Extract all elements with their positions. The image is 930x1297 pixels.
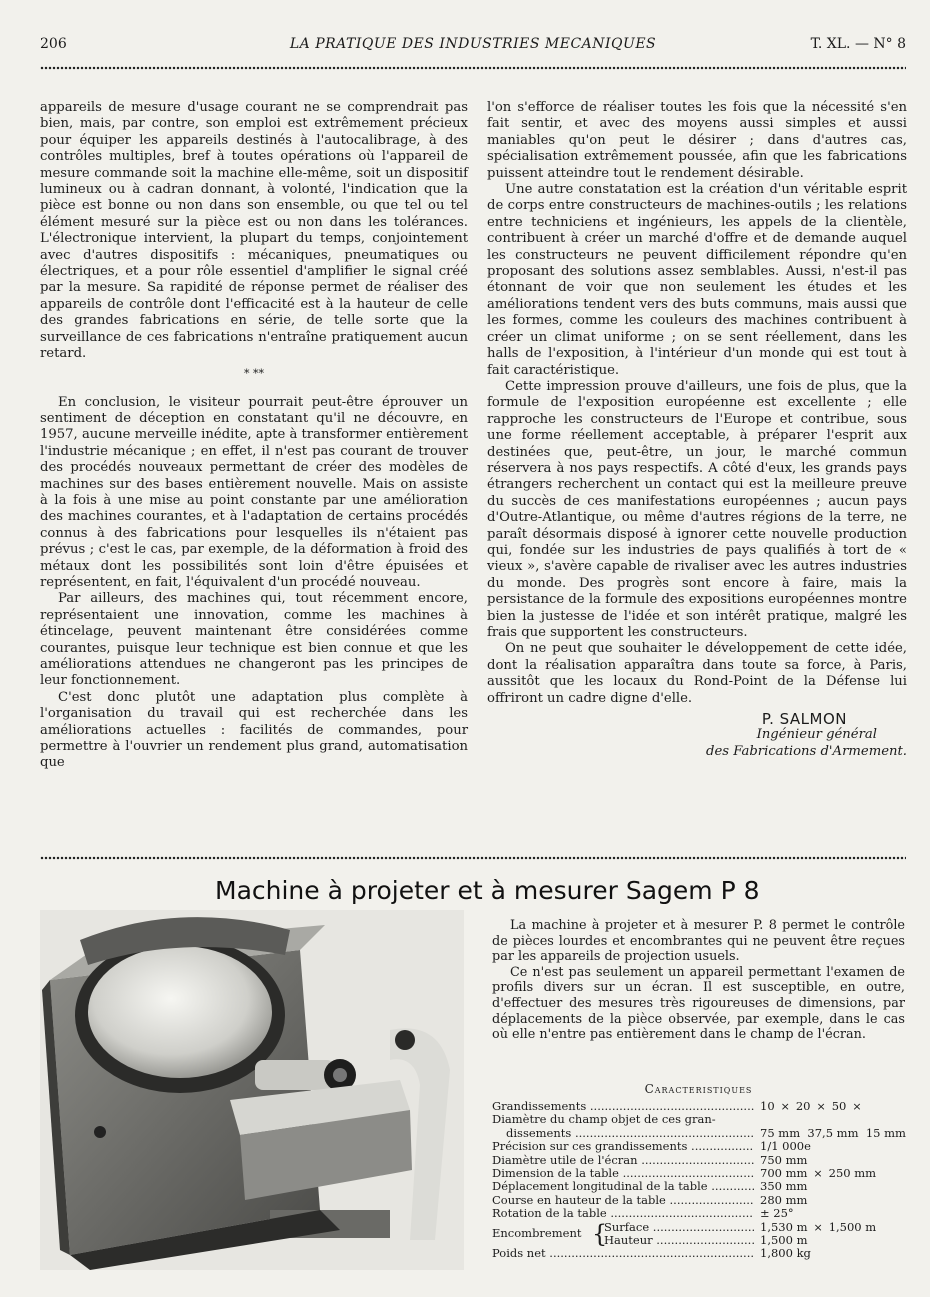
spec-value: 700 mm <box>760 1165 808 1180</box>
spec-value: 1,530 m <box>760 1219 808 1234</box>
article-title: Machine à projeter et à mesurer Sagem P 8 <box>215 876 760 905</box>
paragraph: Par ailleurs, des machines qui, tout récemment encore, représentaient une innovation, comme les machines à étincelage, peuvent maintenant être considérées comme courantes, puisque leur technique est bien connue et que les améliorations attendues ne changeront pas les principes de leur fonctionnement. <box>40 591 468 689</box>
spec-value: 50 <box>831 1099 847 1113</box>
spec-row-encombrement <box>492 1221 905 1248</box>
paragraph: Cette impression prouve d'ailleurs, une fois de plus, que la formule de l'exposition européenne est excellente ; elle rapproche les constructeurs de l'Europe et contribue, sous une forme réellement acceptable, à préparer l'esprit aux destinées que, peut-être, un jour, le marché commun réservera à nos pays respectifs. A côté d'eux, les grands pays étrangers recherchent un contact qui est la meilleure preuve du succès de ces manifestations européennes ; aucun pays d'Outre-Atlantique, ou même d'autres régions de la terre, ne paraît désormais disposé à ignorer cette nouvelle production qui, fondée sur les industries de pays qualifiés à tort de « vieux », s'avère capable de rivaliser avec les autres industries du monde. Des progrès sont encore à faire, mais la persistance de la formule des expositions européennes montre bien la justesse de l'idée et son intérêt pratique, malgré les frais que supportent les constructeurs. <box>487 378 907 640</box>
spec-values <box>760 1221 876 1234</box>
times-symbol: × <box>816 1100 826 1113</box>
spec-value: 250 mm <box>828 1165 877 1180</box>
paragraph: Ce n'est pas seulement un appareil permettant l'examen de profils divers sur un écran. Il est susceptible, en outre, d'effectuer des mesures très rigoureuses de dimensions, par déplacements de la pièce observée, par exemple, dans le cas où elle n'entre pas entièrement dans le champ de l'écran. <box>492 964 905 1043</box>
spec-value: ± 25° <box>760 1206 794 1221</box>
specs-table <box>492 1100 905 1261</box>
spec-label: dissements ..... <box>492 1127 754 1140</box>
spec-row <box>492 1180 905 1193</box>
author-role: Ingénieur général <box>756 727 877 743</box>
paragraph: l'on s'efforce de réaliser toutes les fois que la nécessité s'en fait sentir, et avec des moyens aussi simples et aussi maniables qu'on peut le désirer ; dans d'autres cas, spécialisation extrêmement poussée, afin que les fabrications puissent atteindre tout le rendement désirable. <box>487 100 907 181</box>
spec-row <box>492 1127 905 1140</box>
spec-value: 10 <box>760 1099 775 1113</box>
times-symbol: × <box>813 1166 823 1180</box>
left-column <box>40 100 468 772</box>
page-number: 206 <box>40 36 67 52</box>
right-column <box>487 100 907 760</box>
spec-values <box>760 1100 868 1113</box>
spec-values <box>760 1167 876 1180</box>
spec-value: 1,500 m <box>760 1232 808 1247</box>
issue-number: T. XL. — N° 8 <box>810 36 906 52</box>
spec-value: 75 mm <box>760 1125 801 1140</box>
spec-row <box>492 1207 905 1220</box>
spec-row <box>492 1140 905 1153</box>
spec-label: Dimension de la table ..... <box>492 1167 754 1180</box>
brace-glyph: { <box>592 1219 608 1248</box>
header-dotted-rule <box>40 66 906 70</box>
machine-photo <box>40 910 464 1270</box>
spec-row <box>492 1247 905 1260</box>
spec-label: Encombrement <box>492 1225 582 1240</box>
author-signature <box>487 711 907 760</box>
spec-value: 1,800 kg <box>760 1246 811 1261</box>
paragraph: appareils de mesure d'usage courant ne se comprendrait pas bien, mais, par contre, son emploi est extrêmement précieux pour équiper les appareils destinés à l'autocalibrage, à des contrôles multiples, bref à toutes opérations où l'appareil de mesure commande soit la machine elle-même, soit un dispositif lumineux ou à cadran donnant, à volonté, l'indication que la pièce est bonne ou non dans son ensemble, ou que tel ou tel élément mesuré sur la pièce est ou non dans les tolérances. L'électronique intervient, la plupart du temps, conjointement avec d'autres dispositifs : mécaniques, pneumatiques ou électriques, et a pour rôle essentiel d'amplifier le signal créé par la mesure. Sa rapidité de réponse permet de réaliser des appareils de contrôle dont l'efficacité est à la hauteur de celle des grandes fabrications en série, de telle sorte que la surveillance de ces fabrications n'entraîne pratiquement aucun retard. <box>40 100 468 362</box>
author-name: P. SALMON <box>761 710 847 729</box>
spec-value: 350 mm <box>760 1179 808 1194</box>
paragraph: Une autre constatation est la création d'un véritable esprit de corps entre constructeurs de machines-outils ; les relations entre techniciens et ingénieurs, les appels de la clientèle, contribuent à créer un marché d'offre et de demande auquel les constructeurs ne peuvent difficilement répondre qu'en proposant des solutions assez semblables. Aussi, n'est-il pas étonnant de voir que non seulement les études et les améliorations tendent vers des buts communs, mais aussi que les formes, comme les couleurs des machines contribuent à créer un climat uniforme ; on se sent réellement, dans les halls de l'exposition, à l'intérieur d'un monde qui est tout à fait caractéristique. <box>487 182 907 378</box>
times-symbol: × <box>852 1100 862 1113</box>
times-symbol: × <box>780 1100 790 1113</box>
spec-value: 37,5 mm <box>807 1125 859 1140</box>
spec-sublabel: Hauteur ..... <box>604 1234 754 1247</box>
times-symbol: × <box>813 1220 823 1234</box>
section-separator: * ** <box>244 366 264 380</box>
paragraph: La machine à projeter et à mesurer P. 8 permet le contrôle de pièces lourdes et encombrantes qui ne peuvent être reçues par les appareils de projection usuels. <box>492 918 905 965</box>
spec-label: Poids net ..... <box>492 1247 754 1260</box>
projector-machine-illustration <box>40 910 464 1270</box>
spec-value: 280 mm <box>760 1192 808 1207</box>
spec-label: Déplacement longitudinal de la table ..... <box>492 1180 754 1193</box>
spec-row <box>492 1100 905 1113</box>
paragraph: En conclusion, le visiteur pourrait peut-être éprouver un sentiment de déception en constatant qu'il ne découvre, en 1957, aucune merveille inédite, apte à transformer entièrement l'industrie mécanique ; en effet, il n'est pas courant de trouver des procédés nouveaux permettant de créer des modèles de machines sur des bases entièrement nouvelle. Mais on assiste à la fois à une mise au point constante par une amélioration des machines courantes, et à l'adaptation de certains procédés connus à des fabrications pour lesquelles ils n'étaient pas prévus ; c'est le cas, par exemple, de la déformation à froid des métaux dont les possibilités sont loin d'être épuisées et représentent, en fait, l'équivalent d'un procédé nouveau. <box>40 394 468 590</box>
spec-value: 750 mm <box>760 1152 808 1167</box>
spec-row <box>492 1154 905 1167</box>
spec-label: Diamètre utile de l'écran ..... <box>492 1154 754 1167</box>
spec-value: 1/1 000e <box>760 1139 811 1154</box>
spec-label: Grandissements ..... <box>492 1100 754 1113</box>
spec-value: 15 mm <box>865 1125 906 1140</box>
author-organization: des Fabrications d'Armement. <box>706 743 907 759</box>
journal-title: LA PRATIQUE DES INDUSTRIES MECANIQUES <box>289 36 657 52</box>
paragraph: C'est donc plutôt une adaptation plus complète à l'organisation du travail qui est recherchée dans les améliorations actuelles : facilités de commandes, pour permettre à l'ouvrier un rendement plus grand, automatisation que <box>40 689 468 771</box>
spec-sublabel: Surface ..... <box>604 1221 754 1234</box>
spec-label: Rotation de la table ..... <box>492 1207 754 1220</box>
spec-value: 1,500 m <box>828 1219 877 1234</box>
paragraph: On ne peut que souhaiter le développement de cette idée, dont la réalisation apparaîtra dans toute sa force, à Paris, aussitôt que les locaux du Rond-Point de la Défense lui offriront un cadre digne d'elle. <box>487 641 907 706</box>
spec-value: 20 <box>795 1099 811 1113</box>
spec-label: Précision sur ces grandissements ..... <box>492 1140 754 1153</box>
spec-row <box>492 1167 905 1180</box>
spec-row <box>492 1194 905 1207</box>
spec-row <box>492 1113 905 1126</box>
spec-label: Diamètre du champ objet de ces gran- <box>492 1113 716 1127</box>
spec-values <box>760 1127 906 1140</box>
spec-label: Course en hauteur de la table ..... <box>492 1194 754 1207</box>
specs-heading: Caracteristiques <box>644 1082 753 1096</box>
section-dotted-rule <box>40 856 906 860</box>
running-header <box>40 36 906 56</box>
article-body <box>492 918 905 1043</box>
